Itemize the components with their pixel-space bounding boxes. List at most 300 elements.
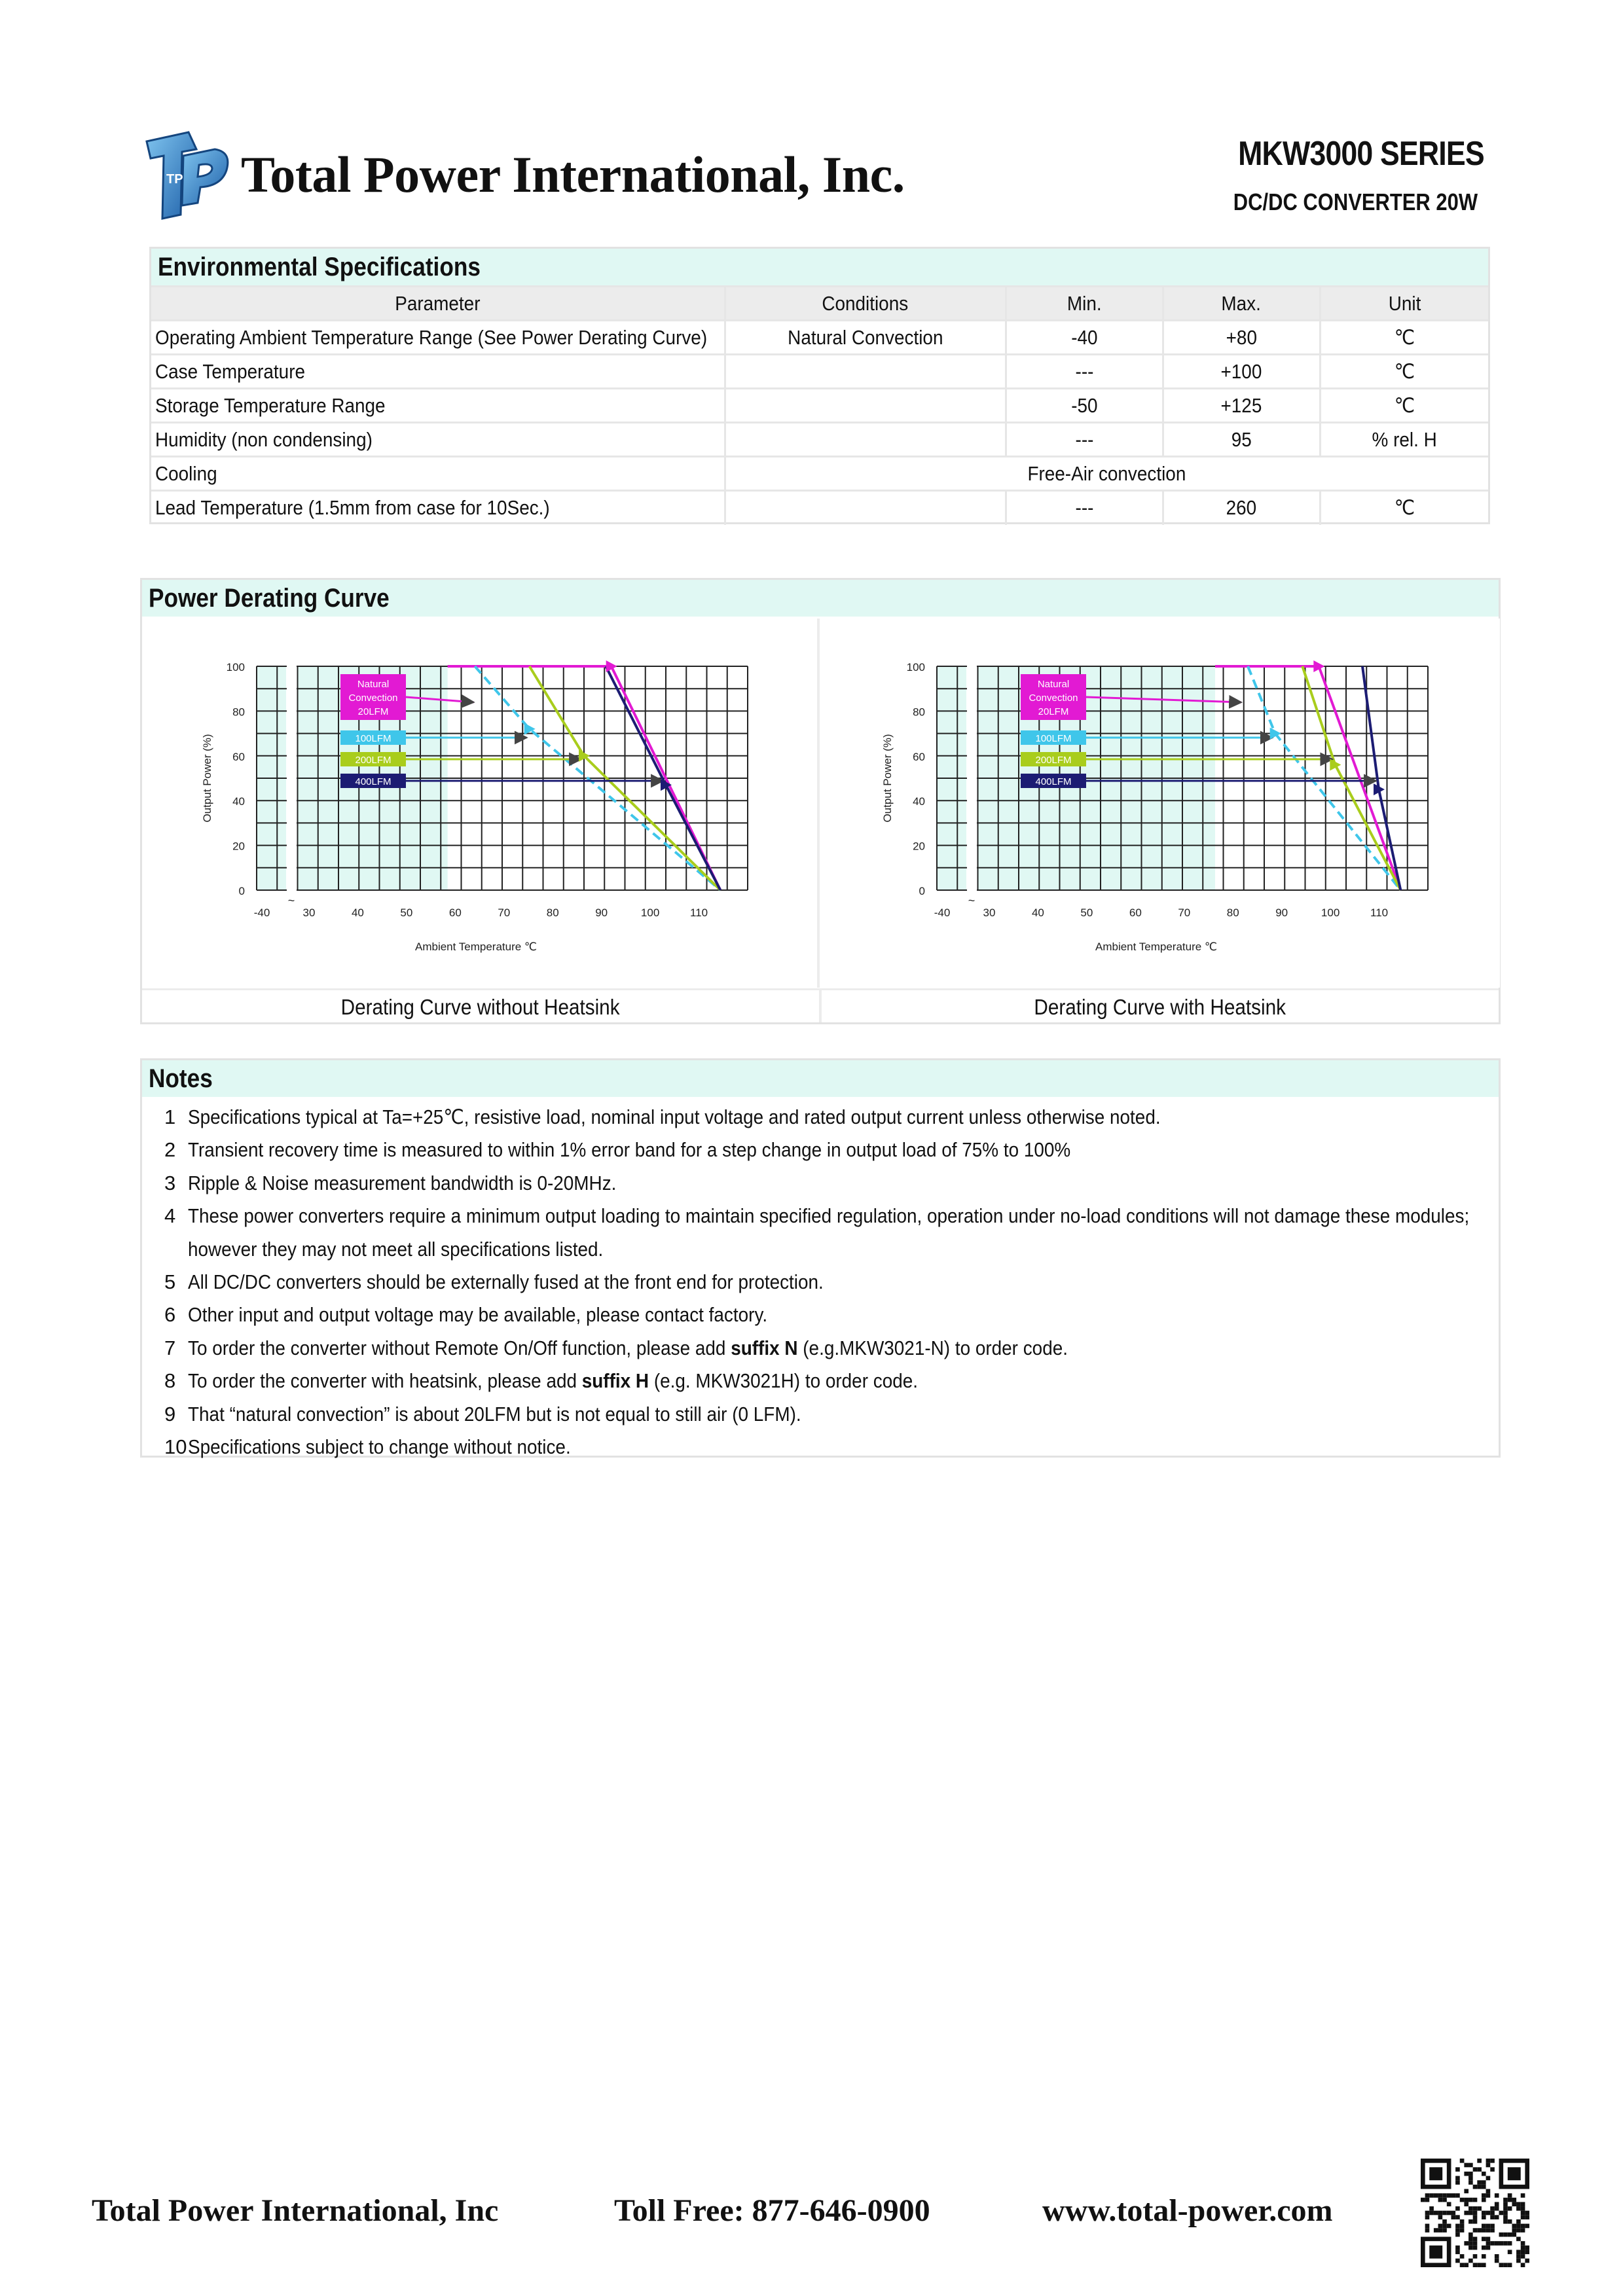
note-number: 9 [164,1402,176,1426]
qr-module [1447,2202,1451,2206]
max-cell: +125 [1163,389,1320,423]
qr-module [1495,2193,1499,2198]
footer-phone: Toll Free: 877-646-0900 [614,2193,930,2228]
qr-module [1455,2233,1460,2237]
note-text: To order the converter with heatsink, please add suffix H (e.g. MKW3021H) to order code. [188,1369,919,1393]
knee-marker [606,660,617,672]
qr-module [1503,2263,1508,2267]
qr-module [1468,2241,1473,2246]
legend-label: 200LFM [355,755,392,766]
x-tick-label: 100 [640,906,660,919]
qr-module [1455,2193,1460,2198]
derating-chart-with-heatsink [822,619,1500,988]
qr-module [1490,2215,1495,2219]
qr-module [1482,2224,1486,2229]
qr-module [1482,2254,1486,2259]
x-tick-label: 50 [1080,906,1093,919]
x-tick-label: 90 [595,906,608,919]
qr-module [1460,2219,1465,2224]
qr-module [1503,2202,1508,2206]
qr-module [1473,2215,1478,2219]
qr-module [1503,2206,1508,2211]
qr-module [1482,2228,1486,2233]
qr-finder [1429,2246,1442,2259]
max-cell: +80 [1163,321,1320,355]
qr-module [1521,2215,1525,2219]
qr-module [1438,2198,1443,2202]
legend-label: 20LFM [357,706,389,717]
min-cell: --- [1006,355,1163,389]
legend-label: 400LFM [1035,776,1072,787]
qr-module [1495,2206,1499,2211]
qr-module [1425,2224,1430,2229]
x-tick-label: -40 [253,906,270,919]
qr-module [1482,2180,1486,2185]
qr-module [1473,2246,1478,2250]
environmental-specifications-panel [149,247,1490,524]
chart-svg [142,619,820,988]
y-tick-label: 0 [238,885,245,897]
qr-module [1521,2263,1525,2267]
qr-module [1521,2224,1525,2229]
qr-module [1490,2206,1495,2211]
qr-module [1468,2206,1473,2211]
x-tick-label: 60 [1129,906,1142,919]
qr-module [1442,2219,1447,2224]
unit-cell: ℃ [1320,389,1488,423]
max-cell: +100 [1163,355,1320,389]
qr-module [1468,2172,1473,2176]
notes-list [142,1097,1499,1463]
column-header: Max. [1163,287,1320,321]
qr-module [1460,2224,1465,2229]
x-tick-label: 40 [1031,906,1044,919]
qr-module [1516,2254,1521,2259]
chart-caption: Derating Curve with Heatsink [819,990,1499,1022]
qr-module [1486,2241,1491,2246]
note-text: Ripple & Noise measurement bandwidth is 0-20MHz. [188,1171,617,1194]
qr-module [1460,2159,1465,2163]
note-text: These power converters require a minimum output loading to maintain specified regulation, operation under no-load conditions will not damage these modules; [188,1204,1470,1228]
qr-module [1499,2211,1504,2215]
qr-module [1464,2202,1468,2206]
qr-module [1521,2246,1525,2250]
section-title: Power Derating Curve [142,580,1499,617]
table-row [151,457,1488,491]
qr-module [1468,2163,1473,2168]
qr-module [1468,2246,1473,2250]
qr-finder [1429,2167,1442,2180]
qr-module [1516,2259,1521,2263]
y-tick-label: 60 [913,750,925,763]
qr-module [1464,2241,1468,2246]
axis-break-marker: ~ [287,894,295,907]
qr-module [1521,2241,1525,2246]
axis-break-marker: ~ [968,894,976,907]
qr-module [1460,2254,1465,2259]
note-number: 5 [164,1270,176,1294]
qr-module [1521,2193,1525,2198]
x-tick-label: 110 [1370,906,1389,919]
footer-website[interactable]: www.total-power.com [1042,2193,1333,2228]
qr-module [1447,2211,1451,2215]
qr-module [1490,2241,1495,2246]
qr-module [1477,2159,1482,2163]
qr-module [1508,2219,1512,2224]
chart-caption: Derating Curve without Heatsink [341,995,620,1019]
qr-module [1464,2263,1468,2267]
qr-module [1468,2211,1473,2215]
qr-module [1473,2219,1478,2224]
min-cell: -40 [1006,321,1163,355]
qr-module [1482,2172,1486,2176]
table-header-row [151,287,1488,321]
y-tick-label: 20 [913,840,925,853]
qr-module [1477,2180,1482,2185]
qr-module [1512,2198,1516,2202]
qr-module [1486,2211,1491,2215]
qr-module [1482,2215,1486,2219]
qr-module [1473,2237,1478,2242]
qr-module [1429,2193,1434,2198]
note-number: 8 [164,1369,176,1393]
legend-label: Natural [1037,679,1070,690]
y-axis-label: Output Power (%) [201,734,213,823]
qr-finder [1508,2167,1521,2180]
parameter-cell: Case Temperature [151,355,725,389]
x-tick-label: 30 [983,906,996,919]
legend-label: 200LFM [1035,755,1072,766]
note-text: Other input and output voltage may be available, please contact factory. [188,1303,768,1327]
note-number: 1 [164,1105,176,1128]
column-header: Conditions [725,287,1006,321]
qr-module [1525,2215,1529,2219]
qr-module [1516,2250,1521,2254]
qr-module [1477,2263,1482,2267]
qr-module [1477,2206,1482,2211]
x-tick-label: 60 [448,906,462,919]
derating-chart-without-heatsink [142,619,820,988]
qr-module [1503,2233,1508,2237]
company-name: Total Power International, Inc. [241,146,905,203]
qr-module [1521,2206,1525,2211]
qr-module [1468,2237,1473,2242]
qr-module [1442,2211,1447,2215]
note-number: 10 [164,1435,187,1459]
qr-module [1438,2215,1443,2219]
qr-module [1473,2254,1478,2259]
note-number [142,1233,188,1266]
note-text: To order the converter without Remote On/Off function, please add suffix N (e.g.MKW3021-N) to order code. [188,1336,1068,1359]
qr-module [1455,2180,1460,2185]
qr-module [1482,2263,1486,2267]
note-text: That “natural convection” is about 20LFM but is not equal to still air (0 LFM). [188,1402,801,1426]
list-item [142,1299,1499,1331]
x-tick-label: 110 [690,906,708,919]
list-item [142,1167,1499,1200]
max-cell: 260 [1163,491,1320,525]
qr-module [1508,2250,1512,2254]
list-item [142,1332,1499,1365]
conditions-cell: Natural Convection [725,321,1006,355]
table-row [151,491,1488,525]
list-item [142,1266,1499,1299]
x-tick-label: 50 [400,906,413,919]
qr-module [1464,2163,1468,2168]
qr-module [1490,2224,1495,2229]
chart-captions [142,988,1499,1022]
qr-module [1512,2224,1516,2229]
qr-module [1425,2228,1430,2233]
qr-module [1482,2246,1486,2250]
legend-label: 20LFM [1038,706,1069,717]
qr-module [1525,2224,1529,2229]
qr-module [1516,2206,1521,2211]
qr-module [1455,2246,1460,2250]
unit-cell: ℃ [1320,491,1488,525]
qr-module [1442,2228,1447,2233]
qr-module [1468,2233,1473,2237]
qr-module [1486,2163,1491,2168]
qr-module [1464,2211,1468,2215]
qr-module [1486,2189,1491,2193]
qr-module [1495,2202,1499,2206]
qr-module [1477,2167,1482,2172]
qr-module [1508,2206,1512,2211]
note-number: 2 [164,1138,176,1162]
qr-module [1429,2206,1434,2211]
list-item [142,1101,1499,1134]
qr-module [1503,2241,1508,2246]
y-tick-label: 80 [913,706,925,719]
qr-module [1482,2198,1486,2202]
qr-module [1455,2259,1460,2263]
qr-module [1495,2215,1499,2219]
note-text: Specifications subject to change without notice. [188,1435,571,1459]
qr-module [1512,2233,1516,2237]
qr-module [1425,2211,1430,2215]
qr-module [1521,2202,1525,2206]
y-tick-label: 40 [913,795,925,808]
note-text: however they may not meet all specifications listed. [188,1237,604,1261]
qr-module [1525,2246,1529,2250]
qr-module [1477,2185,1482,2189]
x-tick-label: 80 [546,906,559,919]
list-item [142,1365,1499,1397]
footer-company: Total Power International, Inc [92,2193,499,2228]
x-tick-label: 70 [498,906,511,919]
unit-cell: ℃ [1320,321,1488,355]
chart-svg [822,619,1500,988]
qr-module [1438,2193,1443,2198]
section-title: Notes [142,1060,1499,1097]
list-item [142,1134,1499,1166]
logo-lettering: TP [166,172,183,187]
column-header: Min. [1006,287,1163,321]
qr-module [1516,2219,1521,2224]
qr-module [1425,2198,1430,2202]
qr-module [1460,2263,1465,2267]
qr-module [1468,2219,1473,2224]
qr-module [1434,2193,1438,2198]
merged-value-cell: Free-Air convection [725,457,1488,491]
conditions-cell [725,491,1006,525]
x-tick-label: 40 [351,906,364,919]
qr-module [1516,2228,1521,2233]
qr-module [1429,2211,1434,2215]
qr-module [1434,2228,1438,2233]
qr-module [1486,2228,1491,2233]
parameter-cell: Storage Temperature Range [151,389,725,423]
qr-module [1521,2254,1525,2259]
qr-module [1477,2228,1482,2233]
legend-label: Convection [348,692,398,704]
knee-marker [1330,759,1341,770]
qr-module [1442,2193,1447,2198]
qr-module [1451,2215,1455,2219]
qr-module [1503,2198,1508,2202]
qr-module [1512,2228,1516,2233]
y-tick-label: 20 [232,840,245,853]
qr-module [1455,2215,1460,2219]
qr-module [1486,2193,1491,2198]
qr-module [1508,2193,1512,2198]
table-row [151,389,1488,423]
qr-module [1473,2167,1478,2172]
qr-module [1464,2189,1468,2193]
column-header: Parameter [151,287,725,321]
qr-module [1490,2211,1495,2215]
qr-module [1468,2198,1473,2202]
list-item [142,1200,1499,1232]
list-item [142,1431,1499,1463]
qr-module [1425,2193,1430,2198]
qr-module [1473,2228,1478,2233]
qr-module [1486,2159,1491,2163]
qr-module [1438,2224,1443,2229]
legend-label: 100LFM [355,733,392,744]
company-logo [143,130,234,221]
y-tick-label: 100 [226,661,245,673]
table-row [151,321,1488,355]
qr-module [1455,2206,1460,2211]
qr-module [1508,2241,1512,2246]
legend-label: 400LFM [355,776,392,787]
legend-label: 100LFM [1035,733,1072,744]
qr-module [1516,2237,1521,2242]
qr-module [1521,2228,1525,2233]
qr-module [1499,2263,1504,2267]
qr-module [1468,2180,1473,2185]
qr-module [1464,2198,1468,2202]
qr-module [1468,2176,1473,2181]
qr-module [1460,2228,1465,2233]
qr-module [1438,2211,1443,2215]
y-tick-label: 100 [906,661,925,673]
x-axis-label: Ambient Temperature ℃ [414,941,538,953]
qr-module [1473,2198,1478,2202]
qr-module [1495,2254,1499,2259]
qr-module [1468,2259,1473,2263]
qr-module [1516,2224,1521,2229]
product-subtitle: DC/DC CONVERTER 20W [1233,188,1478,215]
qr-module [1451,2193,1455,2198]
qr-module [1482,2237,1486,2242]
qr-module [1486,2224,1491,2229]
table-row [151,355,1488,389]
y-tick-label: 80 [232,706,245,719]
qr-module [1473,2241,1478,2246]
qr-module [1495,2259,1499,2263]
y-tick-label: 60 [232,750,245,763]
qr-module [1451,2211,1455,2215]
y-tick-label: 0 [919,885,925,897]
qr-module [1438,2228,1443,2233]
series-title: MKW3000 SERIES [1238,135,1484,173]
notes-panel [140,1058,1501,1458]
min-cell: -50 [1006,389,1163,423]
qr-module [1495,2241,1499,2246]
note-number: 4 [164,1204,176,1228]
qr-module [1434,2211,1438,2215]
qr-module [1482,2211,1486,2215]
qr-module [1455,2167,1460,2172]
conditions-cell [725,423,1006,457]
qr-module [1521,2211,1525,2215]
qr-module [1508,2198,1512,2202]
section-title: Environmental Specifications [151,249,1488,285]
parameter-cell: Operating Ambient Temperature Range (See Power Derating Curve) [151,321,725,355]
qr-module [1447,2193,1451,2198]
qr-module [1525,2211,1529,2215]
qr-module [1508,2263,1512,2267]
qr-module [1490,2159,1495,2163]
max-cell: 95 [1163,423,1320,457]
qr-module [1482,2193,1486,2198]
qr-module [1442,2198,1447,2202]
qr-module [1442,2224,1447,2229]
qr-module [1447,2224,1451,2229]
parameter-cell: Humidity (non condensing) [151,423,725,457]
conditions-cell [725,389,1006,423]
x-tick-label: 30 [302,906,316,919]
qr-module [1486,2246,1491,2250]
parameter-cell: Cooling [151,457,725,491]
x-tick-label: 70 [1178,906,1191,919]
legend-label: Convection [1029,692,1078,704]
column-header: Unit [1320,287,1488,321]
qr-module [1473,2206,1478,2211]
qr-module [1455,2176,1460,2181]
x-tick-label: -40 [934,906,951,919]
note-text: All DC/DC converters should be externally fused at the front end for protection. [188,1270,824,1294]
qr-module [1455,2250,1460,2254]
min-cell: --- [1006,423,1163,457]
environmental-spec-table [151,285,1488,525]
qr-module [1499,2241,1504,2246]
list-item [142,1233,1499,1266]
min-cell: --- [1006,491,1163,525]
qr-module [1421,2198,1425,2202]
qr-module [1486,2176,1491,2181]
qr-module [1503,2215,1508,2219]
qr-module [1508,2233,1512,2237]
table-row [151,423,1488,457]
qr-module [1525,2259,1529,2263]
qr-module [1455,2228,1460,2233]
qr-module [1482,2185,1486,2189]
qr-module [1503,2211,1508,2215]
